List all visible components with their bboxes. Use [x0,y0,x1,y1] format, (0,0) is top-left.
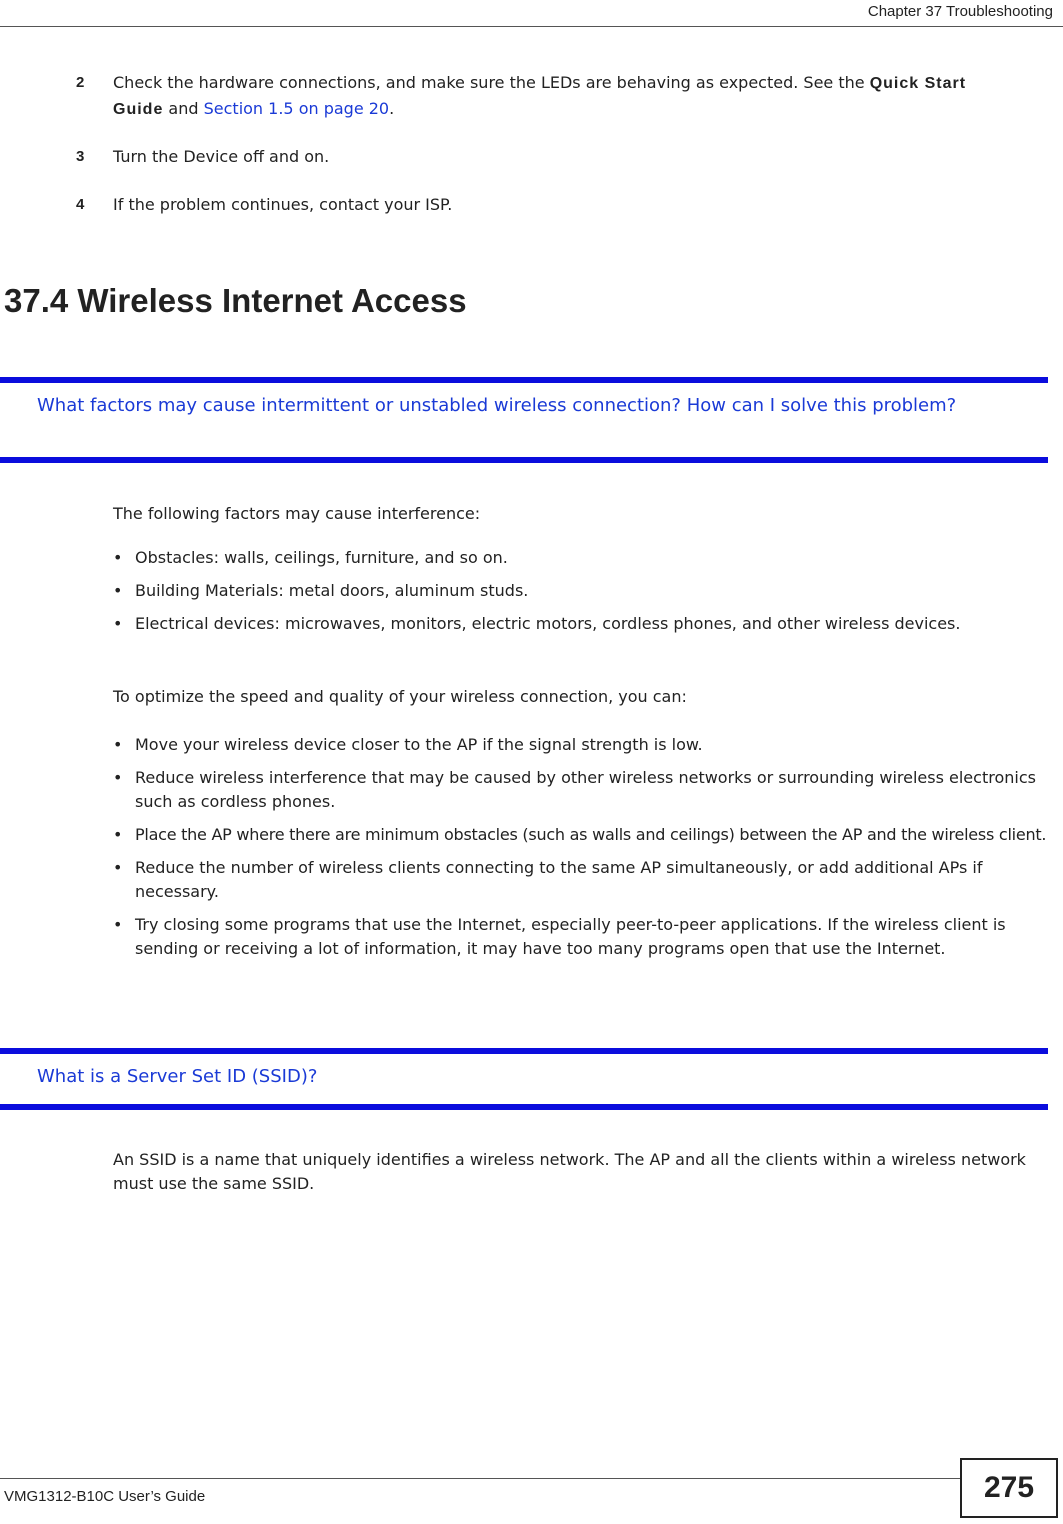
step-number: 2 [76,74,85,91]
step-number: 3 [76,148,85,165]
guide-name: VMG1312-B10C User’s Guide [4,1488,206,1505]
list-item: • Move your wireless device closer to the AP if the signal strength is low. [113,735,703,754]
footer-divider [0,1478,960,1479]
list-item: • Building Materials: metal doors, aluminum studs. [113,581,529,600]
question-bar-bottom [0,1104,1048,1110]
section-link[interactable]: Section 1.5 on page 20 [203,99,390,118]
step-text: Turn the Device off and on. [113,147,330,166]
faq-question: What is a Server Set ID (SSID)? [37,1066,318,1087]
step-text: Check the hardware connections, and make sure the LEDs are behaving as expected. See the Quick Start Guide and Section 1.5 on page 20. [113,73,967,118]
paragraph: To optimize the speed and quality of your wireless connection, you can: [113,687,687,706]
chapter-title: Chapter 37 Troubleshooting [867,3,1053,20]
step-item [76,70,1020,122]
question-bar-top [0,1048,1048,1054]
step-item [76,192,1020,217]
question-bar-top [0,377,1048,383]
section-title: 37.4 Wireless Internet Access [4,282,467,319]
step-item [76,144,1020,169]
factor-list [113,546,1048,645]
list-item: • Try closing some programs that use the Internet, especially peer-to-peer applications. If the wireless client is sending or receiving a lot of information, it may have too many programs open that use the Internet. [113,915,1006,958]
step-number: 4 [76,196,85,213]
quick-start-guide-ref: Quick Start Guide [113,75,967,118]
list-item: • Reduce the number of wireless clients connecting to the same AP simultaneously, or add additional APs if necessary. [113,858,983,901]
list-item: • Place the AP where there are minimum obstacles (such as walls and ceilings) between the AP and the wireless client. [113,825,1047,844]
paragraph: The following factors may cause interference: [113,504,481,523]
paragraph: An SSID is a name that uniquely identifies a wireless network. The AP and all the clients within a wireless network must use the same SSID. [113,1150,1026,1193]
tips-list [113,733,1048,970]
question-bar-bottom [0,457,1048,463]
list-item: • Electrical devices: microwaves, monitors, electric motors, cordless phones, and other wireless devices. [113,614,961,633]
list-item: • Obstacles: walls, ceilings, furniture, and so on. [113,548,508,567]
page-header [0,0,1063,27]
step-text: If the problem continues, contact your ISP. [113,195,453,214]
list-item: • Reduce wireless interference that may be caused by other wireless networks or surrounding wireless electronics such as cordless phones. [113,768,1036,811]
page-number: 275 [960,1458,1058,1518]
faq-question: What factors may cause intermittent or unstabled wireless connection? How can I solve this problem? [37,395,957,416]
